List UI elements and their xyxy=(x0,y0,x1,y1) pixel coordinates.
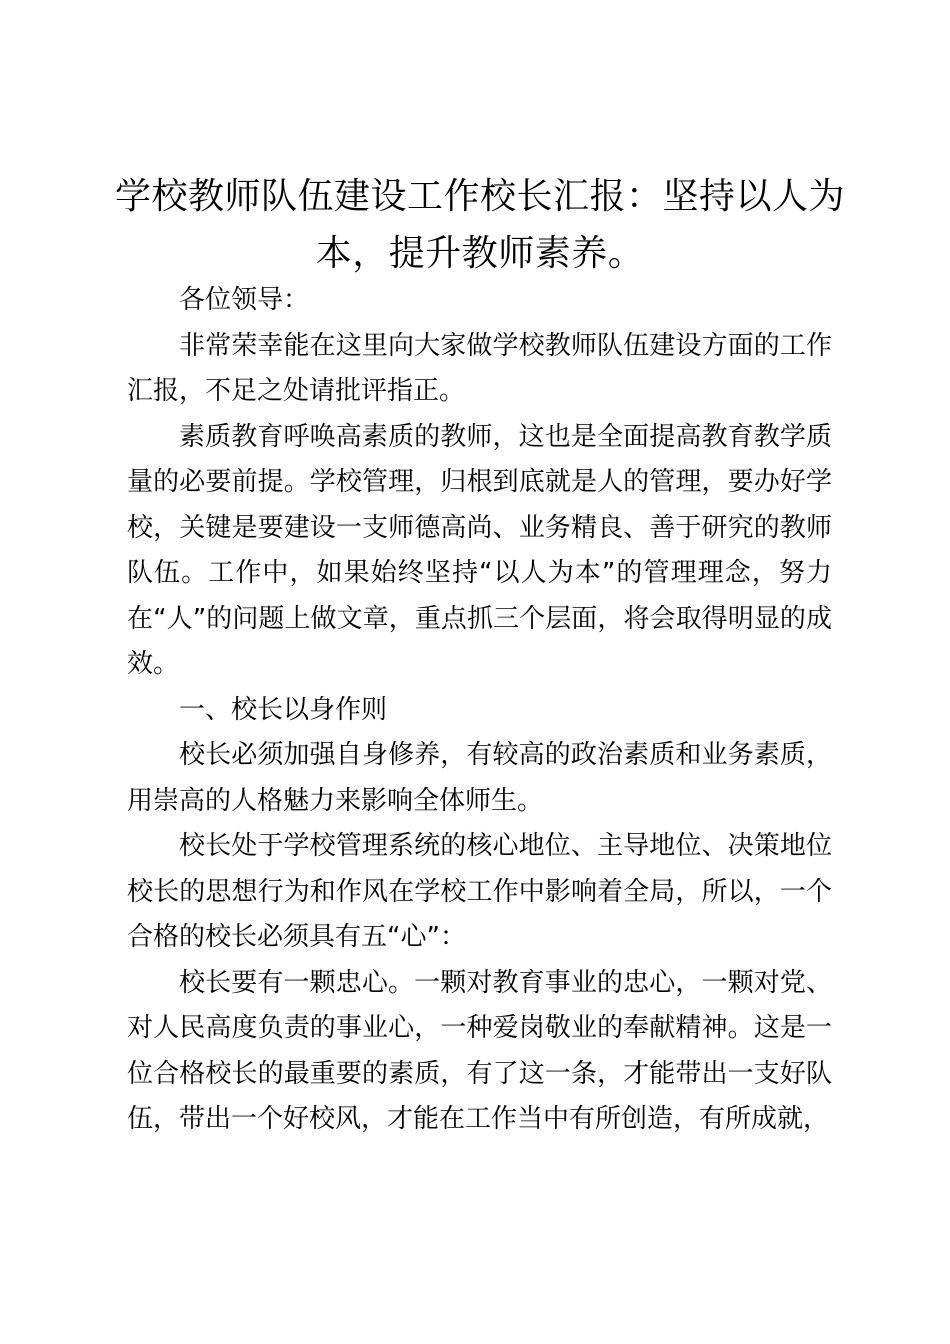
paragraph-salutation: 各位领导： xyxy=(179,285,310,315)
section-heading-1: 一、校长以身作则 xyxy=(179,694,388,725)
paragraph-loyalty: 校长要有一颗忠心。一颗对教育事业的忠心，一颗对党、对人民高度负责的事业心，一种爱岗敬业的奉献精神。这是一位合格校长的最重要的素质，有了这一条，才能带出一支好队伍，带出一个好校风，才能在工作当中有所创造，有所成就， xyxy=(127,967,832,1134)
paragraph-intro: 非常荣幸能在这里向大家做学校教师队伍建设方面的工作汇报，不足之处请批评指正。 xyxy=(127,330,832,406)
paragraph-principal-role: 校长处于学校管理系统的核心地位、主导地位、决策地位校长的思想行为和作风在学校工作中影响着全局，所以，一个合格的校长必须具有五“心”： xyxy=(127,831,832,952)
paragraph-self-cultivation: 校长必须加强自身修养，有较高的政治素质和业务素质，用崇高的人格魅力来影响全体师生。 xyxy=(127,740,832,816)
document-title: 学校教师队伍建设工作校长汇报：坚持以人为本，提升教师素养。 xyxy=(114,176,845,274)
document-body xyxy=(127,278,832,1143)
paragraph-quality-education: 素质教育呼唤高素质的教师，这也是全面提高教育教学质量的必要前提。学校管理，归根到底就是人的管理，要办好学校，关键是要建设一支师德高尚、业务精良、善于研究的教师队伍。工作中，如果始终坚持“以人为本”的管理理念，努力在“人”的问题上做文章，重点抓三个层面，将会取得明显的成效。 xyxy=(127,421,832,679)
